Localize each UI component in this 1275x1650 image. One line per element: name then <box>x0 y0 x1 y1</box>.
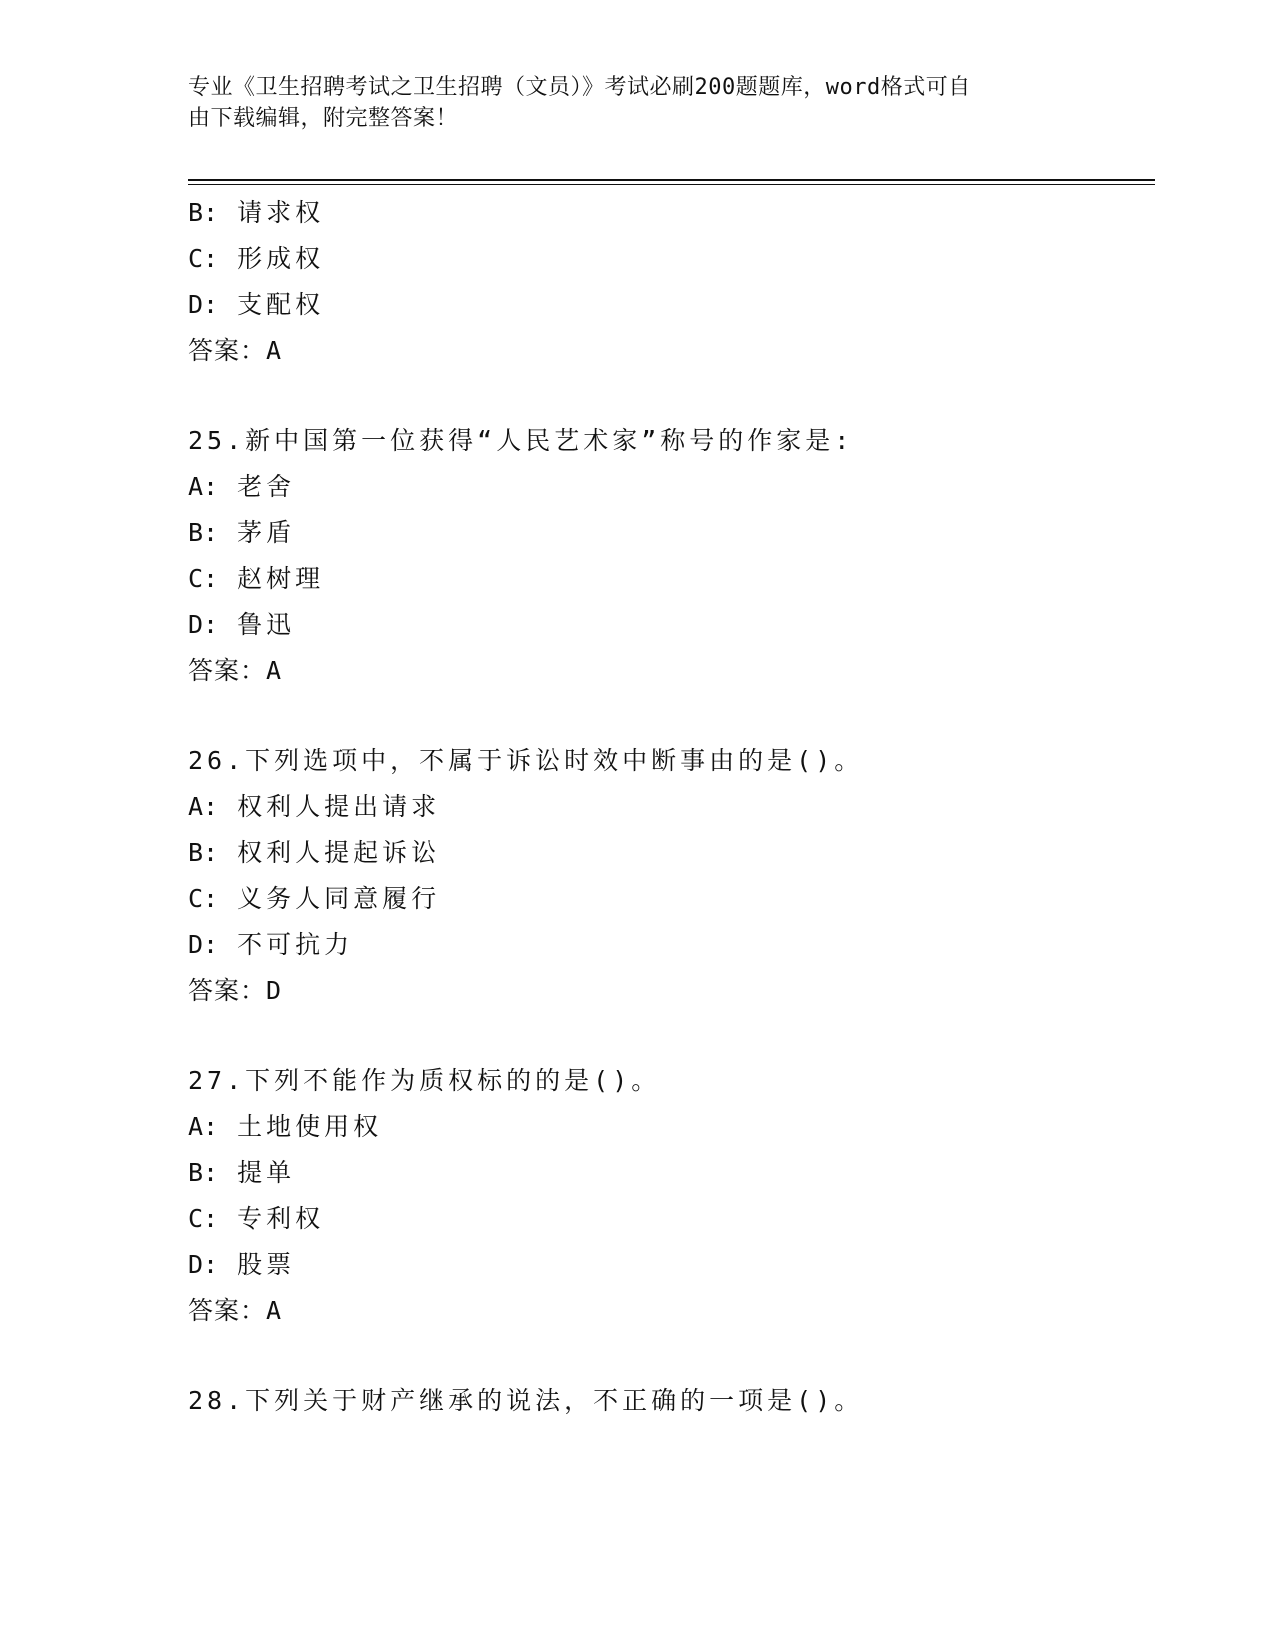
option-letter: C: <box>188 884 219 913</box>
question-28 <box>188 1378 1148 1424</box>
option-text: 老舍 <box>237 472 296 501</box>
option-text: 权利人提起诉讼 <box>237 838 441 867</box>
answer-label: 答案： <box>188 976 267 1005</box>
option-a <box>188 784 1148 830</box>
answer-line <box>188 648 1148 694</box>
option-b <box>188 190 1148 236</box>
answer-value: A <box>266 656 283 685</box>
option-d <box>188 922 1148 968</box>
answer-line <box>188 1288 1148 1334</box>
answer-label: 答案： <box>188 336 267 365</box>
option-c <box>188 236 1148 282</box>
question-26 <box>188 738 1148 1014</box>
option-letter: B: <box>188 1158 219 1187</box>
option-text: 股票 <box>237 1250 296 1279</box>
option-b <box>188 510 1148 556</box>
option-text: 不可抗力 <box>237 930 354 959</box>
answer-line <box>188 968 1148 1014</box>
option-letter: D: <box>188 930 219 959</box>
question-24-continued <box>188 190 1148 374</box>
option-a <box>188 1104 1148 1150</box>
option-text: 权利人提出请求 <box>237 792 441 821</box>
answer-line <box>188 328 1148 374</box>
answer-value: A <box>266 1296 283 1325</box>
option-text: 土地使用权 <box>237 1112 383 1141</box>
question-stem: 26.下列选项中，不属于诉讼时效中断事由的是()。 <box>188 746 864 775</box>
option-letter: C: <box>188 1204 219 1233</box>
answer-label: 答案： <box>188 1296 267 1325</box>
option-d <box>188 1242 1148 1288</box>
answer-label: 答案： <box>188 656 267 685</box>
option-c <box>188 556 1148 602</box>
document-header <box>188 72 1088 134</box>
option-letter: B: <box>188 838 219 867</box>
answer-value: D <box>266 976 283 1005</box>
option-b <box>188 830 1148 876</box>
header-line-2: 由下载编辑，附完整答案！ <box>188 106 459 131</box>
option-letter: D: <box>188 610 219 639</box>
option-text: 专利权 <box>237 1204 325 1233</box>
option-letter: A: <box>188 1112 219 1141</box>
option-letter: D: <box>188 1250 219 1279</box>
header-divider-thin <box>188 184 1155 185</box>
option-letter: B: <box>188 198 219 227</box>
header-line-1: 专业《卫生招聘考试之卫生招聘（文员）》考试必刷200题题库，word格式可自 <box>188 75 971 100</box>
option-letter: C: <box>188 564 219 593</box>
option-text: 支配权 <box>237 290 325 319</box>
option-text: 形成权 <box>237 244 325 273</box>
answer-value: A <box>266 336 283 365</box>
question-list <box>188 190 1148 1424</box>
option-text: 鲁迅 <box>237 610 296 639</box>
option-text: 茅盾 <box>237 518 296 547</box>
option-text: 请求权 <box>237 198 325 227</box>
question-stem: 25.新中国第一位获得“人民艺术家”称号的作家是: <box>188 426 854 455</box>
question-27 <box>188 1058 1148 1334</box>
option-b <box>188 1150 1148 1196</box>
option-text: 义务人同意履行 <box>237 884 441 913</box>
option-d <box>188 282 1148 328</box>
option-letter: C: <box>188 244 219 273</box>
option-d <box>188 602 1148 648</box>
option-letter: A: <box>188 472 219 501</box>
option-c <box>188 1196 1148 1242</box>
option-c <box>188 876 1148 922</box>
option-letter: D: <box>188 290 219 319</box>
question-25 <box>188 418 1148 694</box>
option-text: 提单 <box>237 1158 296 1187</box>
option-text: 赵树理 <box>237 564 325 593</box>
option-letter: B: <box>188 518 219 547</box>
option-a <box>188 464 1148 510</box>
question-stem: 28.下列关于财产继承的说法，不正确的一项是()。 <box>188 1386 864 1415</box>
option-letter: A: <box>188 792 219 821</box>
header-divider-thick <box>188 179 1155 181</box>
question-stem: 27.下列不能作为质权标的的是()。 <box>188 1066 661 1095</box>
